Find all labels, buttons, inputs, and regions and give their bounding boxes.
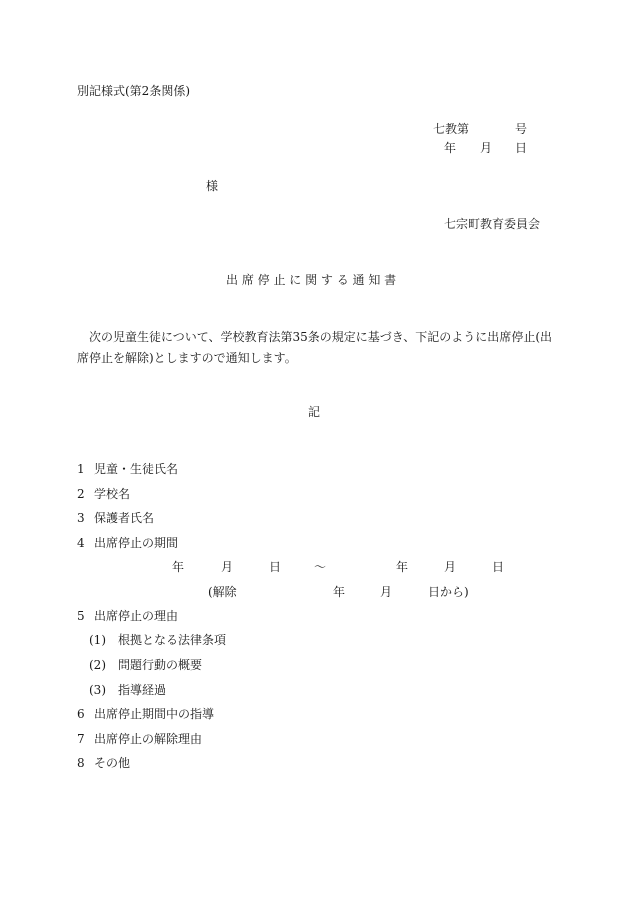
item-label-school-name: 学校名 <box>94 487 131 501</box>
cancel-from: 日から) <box>428 585 469 599</box>
item-label-other: その他 <box>94 756 131 770</box>
body-line-1: 次の児童生徒について、学校教育法第35条の規定に基づき、下記のように出席停止(出 <box>89 330 552 344</box>
item-label-suspension-period: 出席停止の期間 <box>94 536 179 550</box>
period-from-month: 月 <box>221 560 234 574</box>
date-day: 日 <box>515 141 528 155</box>
period-to-month: 月 <box>444 560 457 574</box>
item-number: 5 <box>77 609 85 623</box>
item-number: 8 <box>77 756 85 770</box>
period-to-year: 年 <box>396 560 409 574</box>
subitem-label-problem-overview: 問題行動の概要 <box>118 658 203 672</box>
item-label-student-name: 児童・生徒氏名 <box>94 462 179 476</box>
cancel-year: 年 <box>333 585 346 599</box>
item-number: 4 <box>77 536 85 550</box>
cancel-month: 月 <box>380 585 393 599</box>
period-from-day: 日 <box>269 560 282 574</box>
item-number: 2 <box>77 487 85 501</box>
cancel-open: (解除 <box>208 585 237 599</box>
doc-number-suffix: 号 <box>515 122 528 136</box>
form-label: 別記様式(第2条関係) <box>77 84 190 98</box>
item-number: 6 <box>77 707 85 721</box>
date-month: 月 <box>480 141 493 155</box>
subitem-label-legal-basis: 根拠となる法律条項 <box>118 633 227 647</box>
subitem-number: (3) <box>89 683 106 697</box>
document-title: 出 席 停 止 に 関 す る 通 知 書 <box>226 273 397 287</box>
body-line-2: 席停止を解除)としますので通知します。 <box>77 351 297 365</box>
item-number: 3 <box>77 511 85 525</box>
period-tilde: ～ <box>314 560 327 574</box>
subitem-label-guidance-history: 指導経過 <box>118 683 167 697</box>
subitem-number: (1) <box>89 633 106 647</box>
ki-heading: 記 <box>308 405 321 419</box>
period-to-day: 日 <box>492 560 505 574</box>
doc-number-prefix: 七教第 <box>433 122 470 136</box>
item-label-guardian-name: 保護者氏名 <box>94 511 155 525</box>
item-label-lift-reason: 出席停止の解除理由 <box>94 732 203 746</box>
issuer-name: 七宗町教育委員会 <box>444 217 541 231</box>
item-label-suspension-reason: 出席停止の理由 <box>94 609 179 623</box>
item-label-guidance-during-suspension: 出席停止期間中の指導 <box>94 707 215 721</box>
period-from-year: 年 <box>172 560 185 574</box>
date-year: 年 <box>444 141 457 155</box>
item-number: 1 <box>77 462 85 476</box>
item-number: 7 <box>77 732 85 746</box>
addressee-honorific: 様 <box>206 179 219 193</box>
subitem-number: (2) <box>89 658 106 672</box>
body-paragraph <box>77 327 552 369</box>
